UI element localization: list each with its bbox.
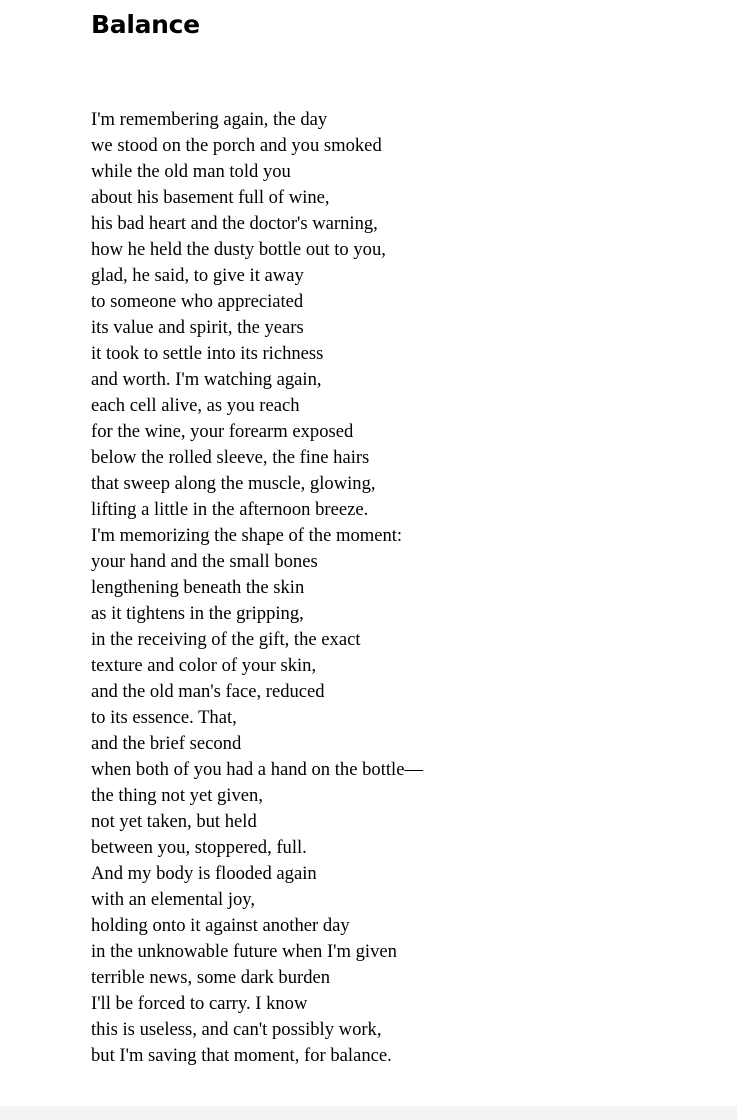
- poem-line: and the brief second: [91, 733, 242, 754]
- poem-line: holding onto it against another day: [91, 915, 350, 936]
- poem-line: in the unknowable future when I'm given: [91, 941, 397, 962]
- poem-line: his bad heart and the doctor's warning,: [91, 213, 378, 234]
- poem-line: while the old man told you: [91, 161, 291, 182]
- poem-line: your hand and the small bones: [91, 551, 318, 572]
- poem-line: glad, he said, to give it away: [91, 265, 304, 286]
- poem-line: and the old man's face, reduced: [91, 681, 325, 702]
- poem-line: when both of you had a hand on the bottle—: [91, 759, 424, 780]
- poem-title: Balance: [91, 10, 200, 39]
- poem-line: that sweep along the muscle, glowing,: [91, 473, 376, 494]
- poem-line: its value and spirit, the years: [91, 317, 304, 338]
- poem-line: not yet taken, but held: [91, 811, 257, 832]
- poem-line: texture and color of your skin,: [91, 655, 317, 676]
- poem-line: And my body is flooded again: [91, 863, 317, 884]
- poem-line: and worth. I'm watching again,: [91, 369, 322, 390]
- poem-line: lengthening beneath the skin: [91, 577, 305, 598]
- poem-line: terrible news, some dark burden: [91, 967, 331, 988]
- page-bottom-edge: [0, 1106, 737, 1120]
- poem-line: it took to settle into its richness: [91, 343, 324, 364]
- poem-line: I'm remembering again, the day: [91, 109, 328, 130]
- poem-line: about his basement full of wine,: [91, 187, 330, 208]
- poem-line: as it tightens in the gripping,: [91, 603, 304, 624]
- poem-line: to someone who appreciated: [91, 291, 304, 312]
- poem-line: each cell alive, as you reach: [91, 395, 300, 416]
- poem-line: for the wine, your forearm exposed: [91, 421, 354, 442]
- poem-body: [91, 107, 711, 1069]
- poem-line: to its essence. That,: [91, 707, 237, 728]
- poem-line: lifting a little in the afternoon breeze.: [91, 499, 369, 520]
- poem-line: between you, stoppered, full.: [91, 837, 307, 858]
- poem-line: we stood on the porch and you smoked: [91, 135, 382, 156]
- poem-line: in the receiving of the gift, the exact: [91, 629, 361, 650]
- poem-line: I'm memorizing the shape of the moment:: [91, 525, 403, 546]
- poem-line: but I'm saving that moment, for balance.: [91, 1045, 392, 1066]
- poem-line: I'll be forced to carry. I know: [91, 993, 308, 1014]
- poem-line: this is useless, and can't possibly work,: [91, 1019, 382, 1040]
- poem-line: below the rolled sleeve, the fine hairs: [91, 447, 370, 468]
- poem-line: how he held the dusty bottle out to you,: [91, 239, 386, 260]
- poem-line: with an elemental joy,: [91, 889, 256, 910]
- poem-line: the thing not yet given,: [91, 785, 263, 806]
